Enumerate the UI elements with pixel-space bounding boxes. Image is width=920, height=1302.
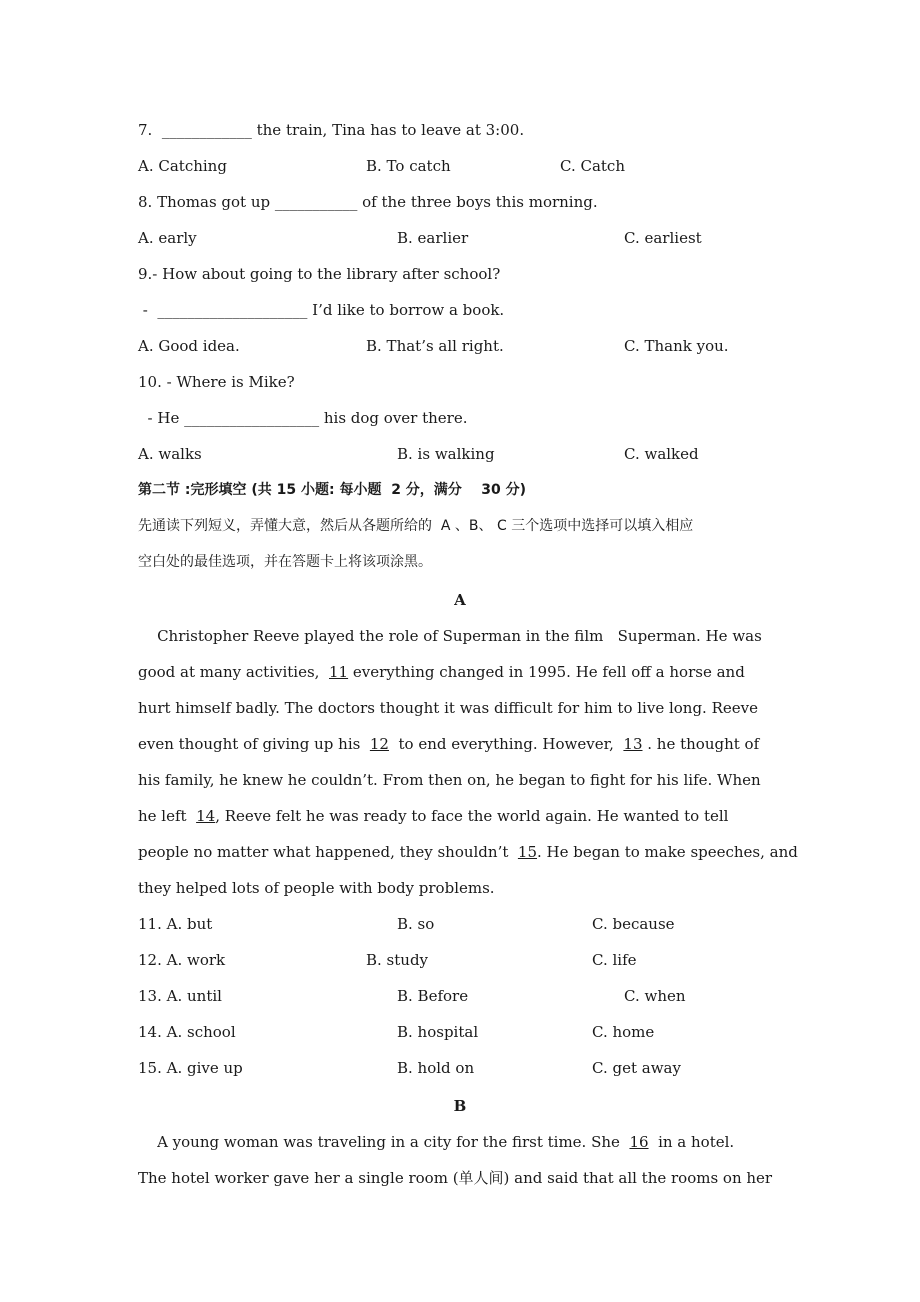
q13-option-c: C. when bbox=[624, 987, 686, 1005]
q9-option-b: B. That’s all right. bbox=[366, 337, 504, 355]
section-instruction-2: 空白处的最佳选项，并在答题卡上将该项涂黑。 bbox=[138, 554, 432, 570]
passage-text: his family, he knew he couldn’t. From then on, he began to fight for his life. When bbox=[138, 771, 761, 789]
q7-option-c: C. Catch bbox=[560, 157, 625, 175]
q10-option-b: B. is walking bbox=[397, 445, 495, 463]
q10-option-c: C. walked bbox=[624, 445, 699, 463]
passage-text: even thought of giving up his bbox=[138, 735, 370, 753]
passage-text: , Reeve felt he was ready to face the world again. He wanted to tell bbox=[215, 807, 729, 825]
passage-b-line-1-end: in a hotel. bbox=[648, 1133, 735, 1151]
passage-text: . He began to make speeches, and bbox=[537, 843, 798, 861]
q8-option-b: B. earlier bbox=[397, 229, 469, 247]
q14-option-b: B. hospital bbox=[397, 1023, 479, 1041]
blank-13: 13 bbox=[623, 735, 643, 753]
q14-option-c: C. home bbox=[592, 1023, 655, 1041]
passage-b-line-1 bbox=[138, 1132, 734, 1152]
passage-a-line bbox=[138, 662, 745, 682]
section-instruction-1: 先通读下列短义，弄懂大意，然后从各题所给的 A 、B、 C 三个选项中选择可以填入相应 bbox=[138, 518, 694, 534]
passage-a-title: A bbox=[454, 591, 466, 609]
q8-stem: 8. Thomas got up ___________ of the three boys this morning. bbox=[138, 193, 598, 211]
q9-stem: 9.- How about going to the library after school? bbox=[138, 265, 501, 283]
passage-a-line bbox=[138, 734, 759, 754]
q10-reply: - He __________________ his dog over there. bbox=[138, 409, 468, 427]
q7-stem: 7. ____________ the train, Tina has to leave at 3:00. bbox=[138, 121, 525, 139]
q7-option-a: A. Catching bbox=[138, 157, 227, 175]
passage-a-line bbox=[138, 626, 762, 646]
q9-option-c: C. Thank you. bbox=[624, 337, 729, 355]
q11-option-c: C. because bbox=[592, 915, 675, 933]
blank-16: 16 bbox=[629, 1133, 649, 1151]
q11-option-b: B. so bbox=[397, 915, 435, 933]
passage-a-line bbox=[138, 842, 798, 862]
q12-option-a: 12. A. work bbox=[138, 951, 226, 969]
passage-text: he left bbox=[138, 807, 197, 825]
passage-text: they helped lots of people with body problems. bbox=[138, 879, 495, 897]
q13-option-b: B. Before bbox=[397, 987, 469, 1005]
passage-text: Christopher Reeve played the role of Superman in the film Superman. He was bbox=[138, 627, 762, 645]
passage-b-title: B bbox=[453, 1097, 467, 1115]
blank-14: 14 bbox=[196, 807, 216, 825]
passage-text: to end everything. However, bbox=[388, 735, 624, 753]
passage-a-line bbox=[138, 878, 495, 898]
section-heading: 第二节 :完形填空 (共 15 小题: 每小题 2 分，满分 30 分) bbox=[138, 482, 527, 498]
q8-option-a: A. early bbox=[138, 229, 197, 247]
q12-option-b: B. study bbox=[366, 951, 429, 969]
q8-option-c: C. earliest bbox=[624, 229, 702, 247]
blank-15: 15 bbox=[517, 843, 537, 861]
q15-option-b: B. hold on bbox=[397, 1059, 475, 1077]
q7-option-b: B. To catch bbox=[366, 157, 451, 175]
q9-reply: - ____________________ I’d like to borrow a book. bbox=[138, 301, 505, 319]
passage-text: good at many activities, bbox=[138, 663, 329, 681]
q15-option-a: 15. A. give up bbox=[138, 1059, 243, 1077]
q11-option-a: 11. A. but bbox=[138, 915, 213, 933]
q12-option-c: C. life bbox=[592, 951, 637, 969]
q10-option-a: A. walks bbox=[138, 445, 202, 463]
passage-text: everything changed in 1995. He fell off a horse and bbox=[348, 663, 745, 681]
passage-text: people no matter what happened, they shouldn’t bbox=[138, 843, 518, 861]
passage-b-line-1-start: A young woman was traveling in a city for the first time. She bbox=[138, 1133, 630, 1151]
passage-text: hurt himself badly. The doctors thought it was difficult for him to live long. Reeve bbox=[138, 699, 758, 717]
blank-11: 11 bbox=[329, 663, 349, 681]
passage-text: . he thought of bbox=[642, 735, 760, 753]
q9-option-a: A. Good idea. bbox=[138, 337, 240, 355]
passage-a-line bbox=[138, 770, 761, 790]
blank-12: 12 bbox=[369, 735, 389, 753]
q13-option-a: 13. A. until bbox=[138, 987, 222, 1005]
passage-a-line bbox=[138, 698, 758, 718]
q10-stem: 10. - Where is Mike? bbox=[138, 373, 295, 391]
passage-a-line bbox=[138, 806, 728, 826]
q15-option-c: C. get away bbox=[592, 1059, 681, 1077]
q14-option-a: 14. A. school bbox=[138, 1023, 236, 1041]
passage-b-line-2: The hotel worker gave her a single room (单人间) and said that all the rooms on her bbox=[138, 1169, 773, 1187]
